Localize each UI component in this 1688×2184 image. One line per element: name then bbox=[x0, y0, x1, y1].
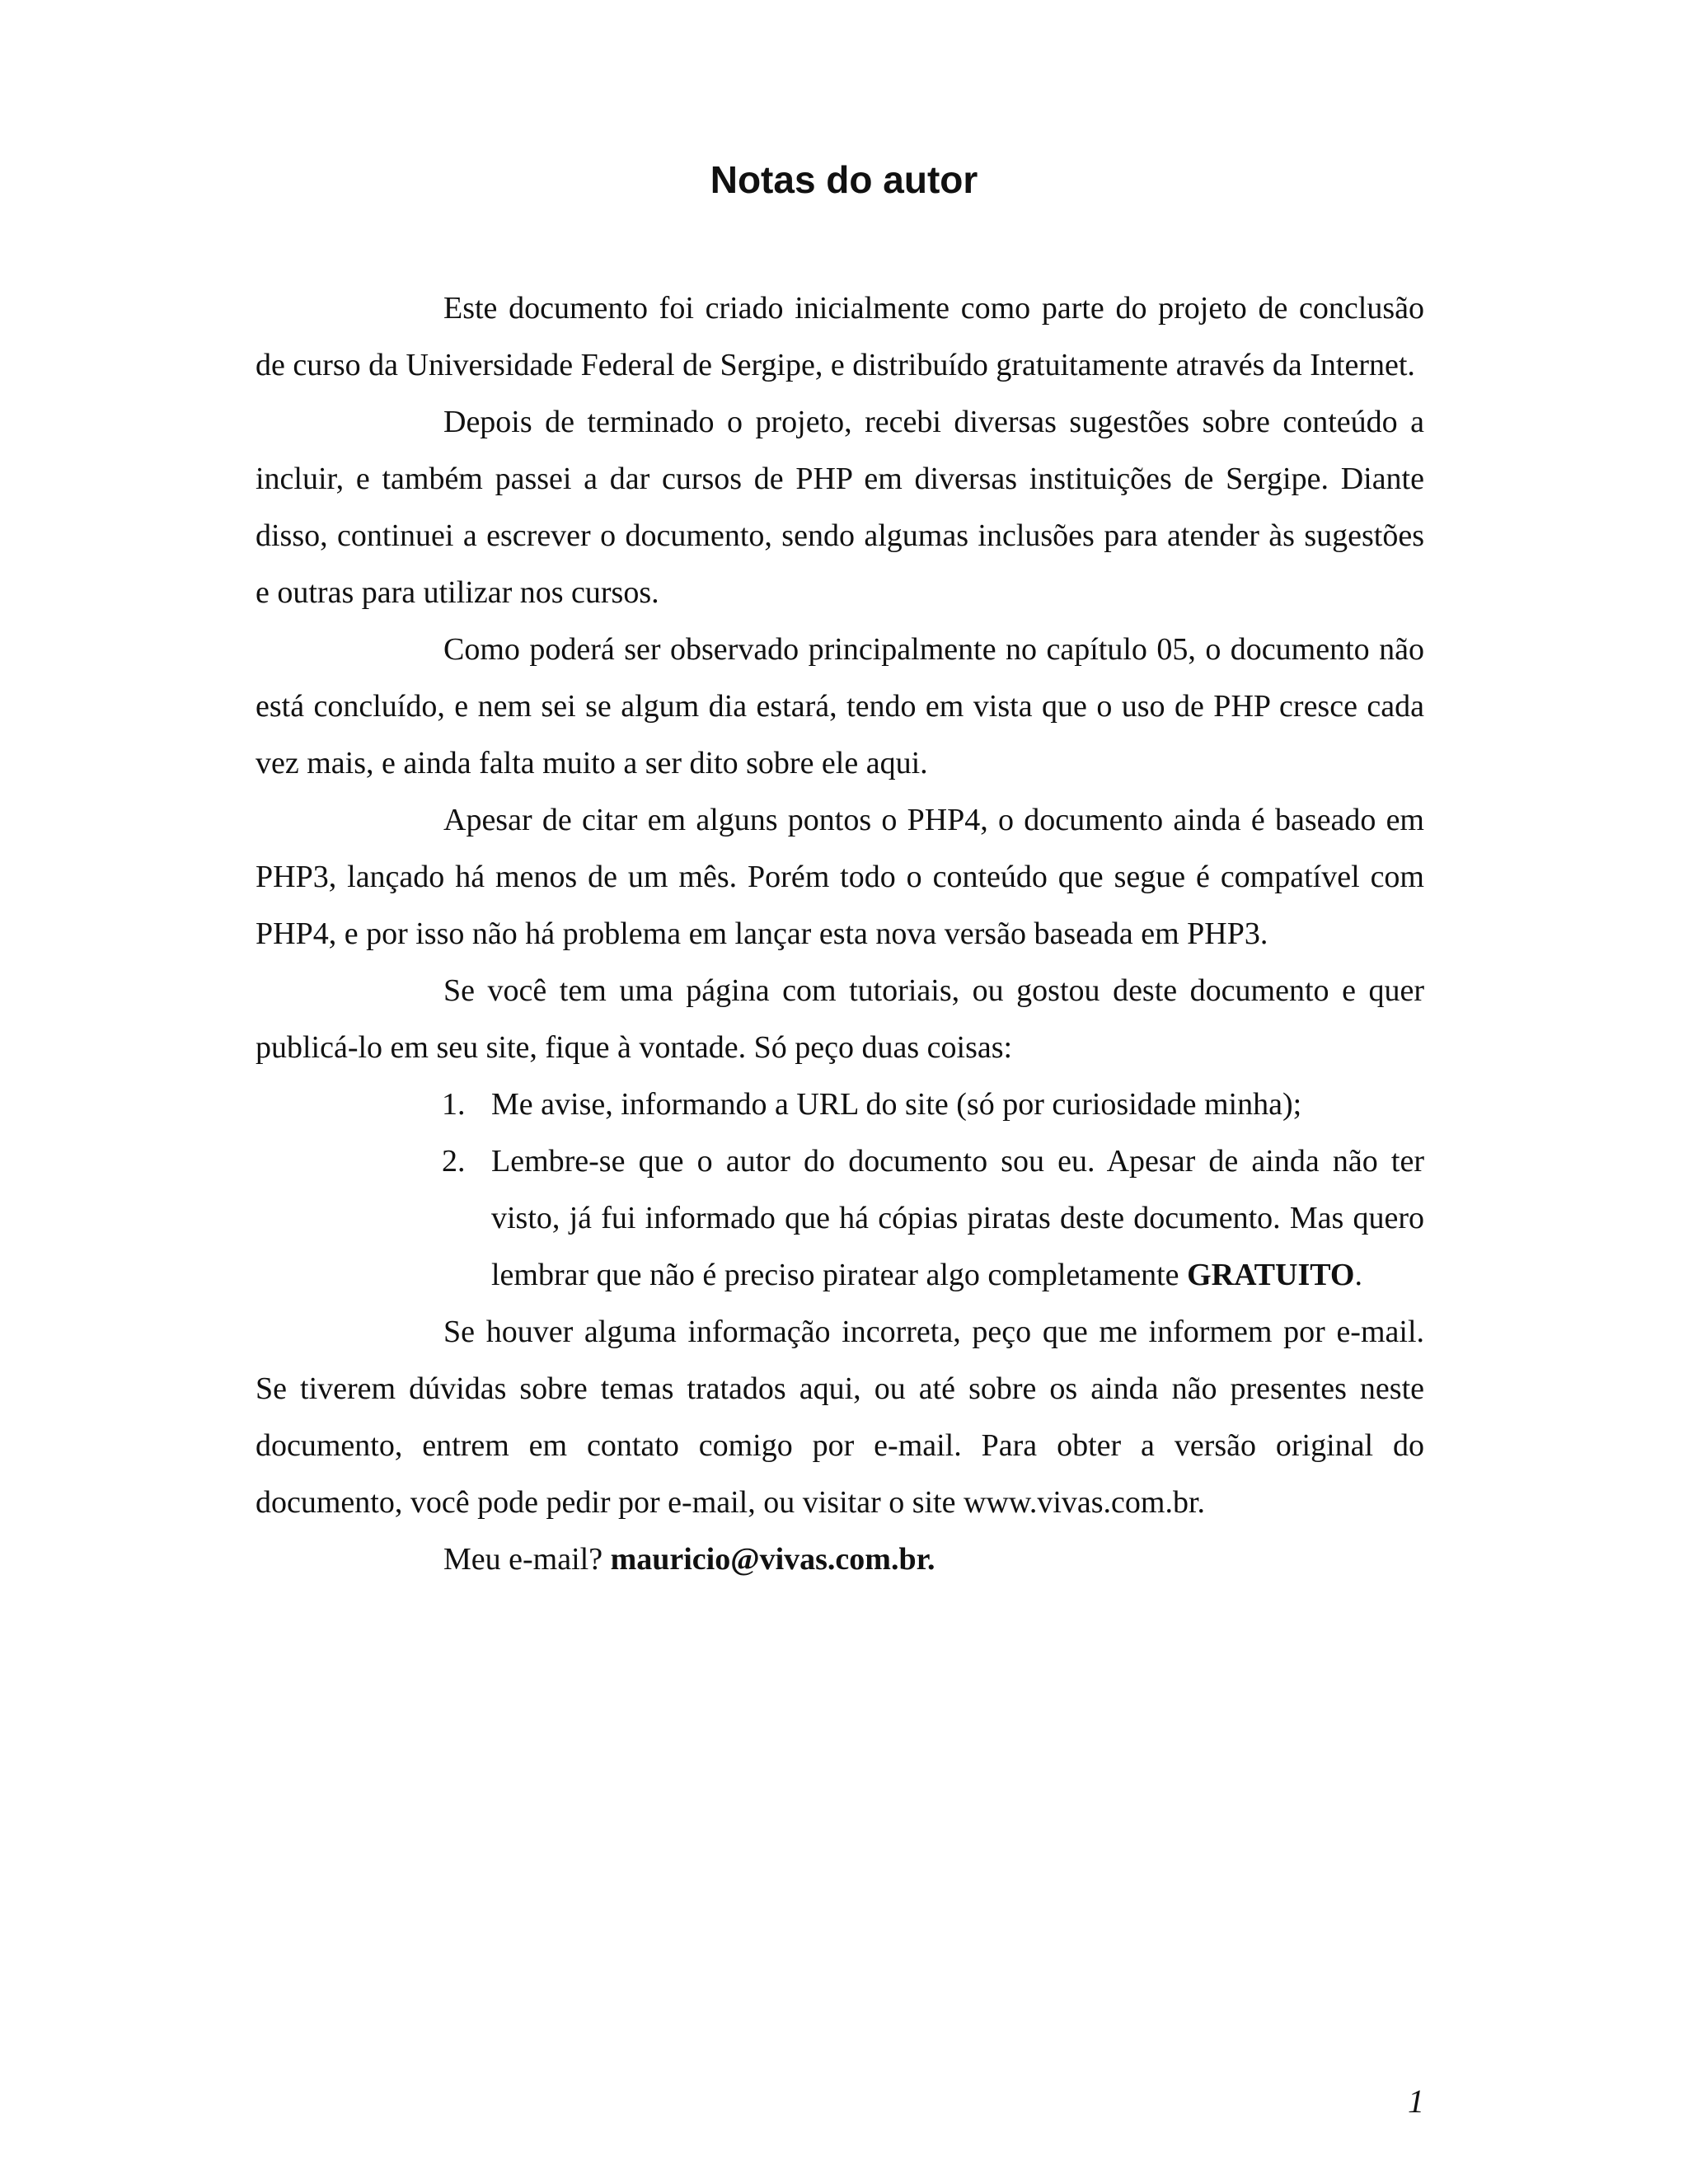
paragraph-status: Como poderá ser observado principalmente no capítulo 05, o documento não está concluído, e nem sei se algum dia estará, tendo em vista que o uso de PHP cresce cada vez mais, e ainda falta muito a ser dito sobre ele aqui. bbox=[256, 632, 1424, 780]
paragraph-publishing: Se você tem uma página com tutoriais, ou gostou deste documento e quer publicá-lo em seu site, fique à vontade. Só peço duas coisas: bbox=[256, 973, 1424, 1065]
list-item-text: Lembre-se que o autor do documento sou eu. Apesar de ainda não ter visto, já fui informado que há cópias piratas deste documento. Mas quero lembrar que não é preciso piratear algo completamente bbox=[491, 1144, 1424, 1292]
paragraph-intro: Este documento foi criado inicialmente como parte do projeto de conclusão de curso da Universidade Federal de Sergipe, e distribuído gratuitamente através da Internet. bbox=[256, 291, 1424, 382]
requests-list bbox=[256, 1076, 1424, 1304]
list-item-suffix: . bbox=[1354, 1258, 1362, 1292]
list-item bbox=[442, 1076, 1424, 1133]
email-label: Meu e-mail? bbox=[443, 1542, 603, 1577]
paragraph-php-version: Apesar de citar em alguns pontos o PHP4, o documento ainda é baseado em PHP3, lançado há menos de um mês. Porém todo o conteúdo que segue é compatível com PHP4, e por isso não há problema em lançar esta nova versão baseada em PHP3. bbox=[256, 803, 1424, 951]
email-address: mauricio@vivas.com.br. bbox=[610, 1542, 935, 1577]
email-line bbox=[256, 1531, 1424, 1588]
list-item-number: 2. bbox=[442, 1144, 466, 1179]
emphasis-text: GRATUITO bbox=[1187, 1258, 1355, 1292]
page-title: Notas do autor bbox=[710, 158, 978, 201]
paragraph-contact: Se houver alguma informação incorreta, peço que me informem por e-mail. Se tiverem dúvidas sobre temas tratados aqui, ou até sobre os ainda não presentes neste documento, entrem em contato comigo por e-mail. Para obter a versão original do documento, você pode pedir por e-mail, ou visitar o site www.vivas.com.br. bbox=[256, 1315, 1424, 1520]
list-item-text: Me avise, informando a URL do site (só por curiosidade minha); bbox=[491, 1087, 1302, 1122]
page-number: 1 bbox=[1408, 2083, 1424, 2120]
list-item bbox=[442, 1133, 1424, 1304]
body-text bbox=[256, 280, 1424, 1588]
paragraph-suggestions: Depois de terminado o projeto, recebi diversas sugestões sobre conteúdo a incluir, e também passei a dar cursos de PHP em diversas instituições de Sergipe. Diante disso, continuei a escrever o documento, sendo algumas inclusões para atender às sugestões e outras para utilizar nos cursos. bbox=[256, 405, 1424, 610]
list-item-number: 1. bbox=[442, 1087, 466, 1122]
